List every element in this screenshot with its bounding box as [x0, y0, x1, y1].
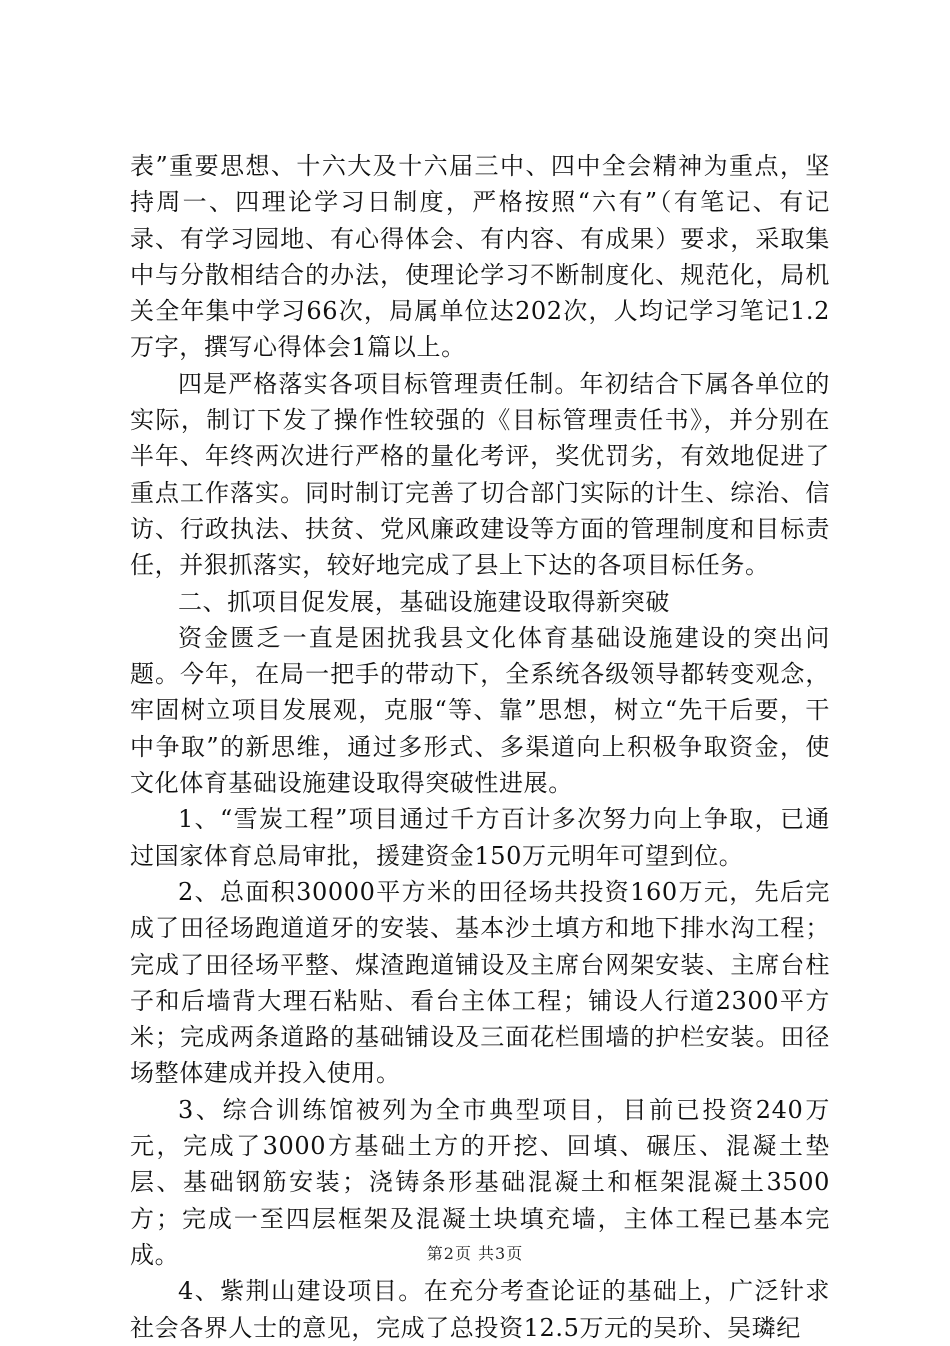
paragraph-target-management: 四是严格落实各项目标管理责任制。年初结合下属各单位的实际，制订下发了操作性较强的《目标管理责任书》，并分别在半年、年终两次进行严格的量化考评，奖优罚劣，有效地促进了重点工作落实。同时制订完善了切合部门实际的计生、综治、信访、行政执法、扶贫、党风廉政建设等方面的管理制度和目标责任，并狠抓落实，较好地完成了县上下达的各项目标任务。 — [130, 369, 830, 580]
paragraph-continued-theory-study: 表”重要思想、十六大及十六届三中、四中全会精神为重点，坚持周一、四理论学习日制度，严格按照“六有”（有笔记、有记录、有学习园地、有心得体会、有内容、有成果）要求，采取集中与分散相结合的办法，使理论学习不断制度化、规范化，局机关全年集中学习66次，局属单位达202次，人均记学习笔记1.2万字，撰写心得体会1篇以上。 — [130, 152, 830, 362]
list-item-track-field: 2、总面积30000平方米的田径场共投资160万元，先后完成了田径场跑道道牙的安装、基本沙土填方和地下排水沟工程；完成了田径场平整、煤渣跑道铺设及主席台网架安装、主席台柱子和后墙背大理石粘贴、看台主体工程；铺设人行道2300平方米；完成两条道路的基础铺设及三面花栏围墙的护栏安装。田径场整体建成并投入使用。 — [130, 877, 830, 1088]
section-heading-projects: 二、抓项目促发展，基础设施建设取得新突破 — [178, 587, 670, 616]
list-item-snow-charcoal-project: 1、“雪炭工程”项目通过千方百计多次努力向上争取，已通过国家体育总局审批，援建资金150万元明年可望到位。 — [130, 805, 830, 870]
list-item-zijing-mountain: 4、紫荆山建设项目。在充分考查论证的基础上，广泛针求社会各界人士的意见，完成了总投资12.5万元的吴玠、吴璘纪 — [130, 1277, 830, 1342]
list-item-training-hall: 3、综合训练馆被列为全市典型项目，目前已投资240万元，完成了3000方基础土方的开挖、回填、碾压、混凝土垫层、基础钢筋安装；浇铸条形基础混凝土和框架混凝土3500方；完成一至四层框架及混凝土块填充墙，主体工程已基本完成。 — [130, 1095, 830, 1269]
paragraph-funding: 资金匮乏一直是困扰我县文化体育基础设施建设的突出问题。今年，在局一把手的带动下，全系统各级领导都转变观念，牢固树立项目发展观，克服“等、靠”思想，树立“先干后要，干中争取”的新思维，通过多形式、多渠道向上积极争取资金，使文化体育基础设施建设取得突破性进展。 — [130, 623, 830, 798]
document-body — [130, 148, 830, 1346]
page-footer: 第2页 共3页 — [426, 1244, 524, 1263]
